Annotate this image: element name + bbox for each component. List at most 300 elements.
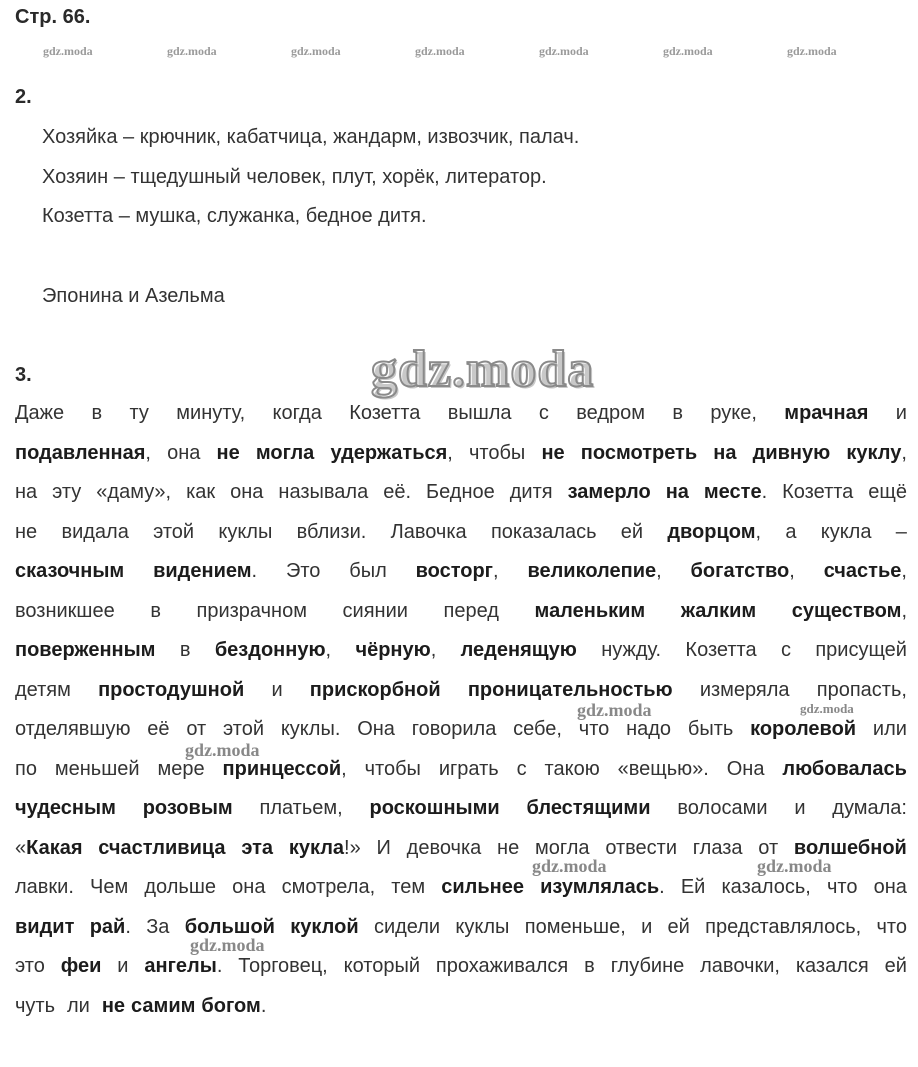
word-part: играть bbox=[438, 757, 499, 780]
word bbox=[102, 991, 125, 1031]
word bbox=[785, 517, 796, 557]
word bbox=[180, 635, 191, 675]
bold-word: большой bbox=[184, 915, 275, 938]
word-part: , bbox=[755, 520, 762, 543]
word bbox=[147, 714, 169, 754]
word bbox=[441, 872, 524, 912]
paragraph-line bbox=[15, 793, 907, 833]
word bbox=[782, 477, 853, 517]
bold-word: самим bbox=[131, 994, 196, 1017]
word-part: дольше bbox=[144, 876, 217, 898]
watermark: gdz.moda bbox=[757, 856, 832, 876]
bold-word: богом bbox=[201, 994, 261, 1017]
word-part: чтобы bbox=[364, 757, 421, 780]
word bbox=[641, 912, 652, 952]
bold-word: рай bbox=[89, 915, 126, 938]
word-part: вышла bbox=[447, 402, 512, 424]
word-part: в bbox=[672, 402, 684, 424]
word-part: – bbox=[895, 520, 907, 543]
watermark: gdz.moda bbox=[800, 701, 854, 716]
bold-word: кукла bbox=[288, 836, 345, 859]
word-part: ту bbox=[129, 402, 149, 424]
word-part: платьем, bbox=[259, 797, 343, 819]
word-part: . bbox=[659, 876, 665, 898]
word-part: Козетта bbox=[782, 481, 854, 503]
word-part: и bbox=[117, 955, 129, 977]
word-part: показалась bbox=[490, 520, 597, 543]
word-part: дитя bbox=[509, 481, 553, 503]
word bbox=[90, 912, 131, 952]
bold-word: маленьким bbox=[534, 599, 646, 622]
word bbox=[15, 675, 71, 715]
page-header: Стр. 66. bbox=[15, 6, 91, 28]
word bbox=[832, 793, 907, 833]
word bbox=[374, 912, 440, 952]
bold-word: на bbox=[665, 481, 689, 503]
word bbox=[750, 714, 856, 754]
word bbox=[15, 951, 45, 991]
word bbox=[281, 714, 341, 754]
word bbox=[497, 833, 519, 873]
word-part: отделявшую bbox=[15, 718, 131, 740]
word bbox=[232, 872, 265, 912]
word-part: её. bbox=[383, 481, 412, 503]
word-part: отвести bbox=[605, 836, 678, 859]
paragraph-line bbox=[15, 517, 907, 557]
word bbox=[96, 477, 171, 517]
word bbox=[527, 556, 661, 596]
word-part: она bbox=[167, 441, 201, 464]
word-part: мере bbox=[157, 757, 205, 780]
word-part: она bbox=[230, 481, 264, 503]
word-part: по bbox=[15, 757, 37, 780]
bold-word: ангелы bbox=[144, 955, 217, 977]
word bbox=[61, 951, 102, 991]
word bbox=[688, 714, 733, 754]
word bbox=[525, 912, 626, 952]
watermark: gdz.moda bbox=[167, 44, 217, 58]
watermark: gdz.moda bbox=[663, 44, 713, 58]
word bbox=[241, 833, 273, 873]
bold-word: богатство bbox=[690, 560, 790, 582]
word-part: не bbox=[15, 520, 38, 543]
word bbox=[517, 754, 527, 794]
word bbox=[868, 477, 907, 517]
word-part: не bbox=[497, 836, 520, 859]
word bbox=[407, 833, 482, 873]
word-part: поменьше, bbox=[524, 915, 626, 938]
word bbox=[391, 872, 425, 912]
watermark-row bbox=[0, 44, 918, 58]
word bbox=[527, 793, 651, 833]
bold-word: любовалась bbox=[782, 757, 907, 780]
word bbox=[601, 635, 661, 675]
bold-word: счастливица bbox=[98, 836, 226, 859]
word-part: надо bbox=[626, 718, 672, 740]
word-part: в bbox=[179, 639, 191, 661]
paragraph-line bbox=[15, 872, 907, 912]
word bbox=[201, 991, 272, 1031]
watermark: gdz.moda bbox=[415, 44, 465, 58]
watermark: gdz.moda bbox=[43, 44, 93, 58]
word bbox=[197, 596, 307, 636]
paragraph-line bbox=[15, 398, 907, 438]
bold-word: жалким bbox=[680, 599, 757, 622]
word-part: , bbox=[447, 441, 453, 464]
bold-word: роскошными bbox=[369, 797, 500, 819]
bold-word: чёрную bbox=[355, 639, 431, 661]
word bbox=[581, 438, 697, 478]
word-part: с bbox=[780, 639, 791, 661]
word-part: ведром bbox=[576, 402, 646, 424]
word bbox=[15, 635, 155, 675]
word-part: Торговец, bbox=[238, 955, 328, 977]
word bbox=[349, 398, 420, 438]
word-part: это bbox=[15, 955, 45, 977]
word-part: , bbox=[325, 639, 332, 661]
word-part: . bbox=[761, 481, 768, 503]
word-part: Даже bbox=[15, 402, 65, 424]
word-part: этой bbox=[223, 718, 265, 740]
bold-word: чудесным bbox=[15, 797, 116, 819]
word bbox=[436, 951, 568, 991]
word bbox=[667, 517, 761, 557]
word-part: и bbox=[641, 915, 653, 938]
bold-word: замерло bbox=[567, 481, 651, 503]
bold-word: удержаться bbox=[330, 441, 448, 464]
paragraph-line bbox=[15, 912, 907, 952]
word bbox=[681, 596, 756, 636]
word-part: видала bbox=[61, 520, 129, 543]
bold-word: куклу bbox=[846, 441, 902, 464]
word bbox=[727, 754, 765, 794]
bold-word: поверженным bbox=[15, 639, 156, 661]
word-part: с bbox=[516, 757, 527, 780]
word bbox=[896, 398, 907, 438]
word-part: что bbox=[876, 915, 907, 938]
word bbox=[61, 517, 128, 557]
paragraph-line bbox=[15, 951, 907, 991]
word bbox=[15, 596, 115, 636]
word-part: её bbox=[147, 718, 170, 740]
word-part: , bbox=[901, 441, 907, 464]
word-part: . bbox=[260, 994, 267, 1017]
bold-word: волшебной bbox=[793, 836, 907, 859]
paragraph-line bbox=[15, 675, 907, 715]
word-part: куклы bbox=[218, 520, 273, 543]
word bbox=[67, 991, 96, 1031]
word-part: нужду. bbox=[601, 639, 662, 661]
word bbox=[541, 438, 564, 478]
word bbox=[540, 872, 665, 912]
word bbox=[357, 714, 395, 754]
word-part: кукла bbox=[820, 520, 872, 543]
word-part: Ей bbox=[680, 876, 706, 898]
word bbox=[426, 477, 495, 517]
word-part: Она bbox=[357, 718, 395, 740]
bold-word: куклой bbox=[290, 915, 359, 938]
word bbox=[153, 556, 257, 596]
word bbox=[713, 438, 736, 478]
word bbox=[290, 912, 358, 952]
word-part: сиянии bbox=[342, 599, 408, 622]
answer-line: Хозяйка – крючник, кабатчица, жандарм, извозчик, палач. bbox=[42, 126, 580, 148]
word bbox=[672, 398, 683, 438]
word-part: присущей bbox=[815, 639, 907, 661]
word-part: в bbox=[91, 402, 103, 424]
word bbox=[273, 398, 322, 438]
word bbox=[545, 754, 600, 794]
bold-word: дворцом bbox=[667, 520, 756, 543]
word-part: волосами bbox=[677, 797, 768, 819]
answer-line: Хозяин – тщедушный человек, плут, хорёк, литератор. bbox=[42, 166, 547, 188]
bold-word: королевой bbox=[750, 718, 857, 740]
word-part: . bbox=[216, 955, 223, 977]
word bbox=[568, 477, 651, 517]
word bbox=[15, 714, 130, 754]
word bbox=[15, 793, 116, 833]
word bbox=[873, 714, 907, 754]
word-part: минуту, bbox=[176, 402, 246, 424]
word bbox=[15, 833, 83, 873]
watermark-large: gdz.moda bbox=[371, 341, 595, 398]
bold-word: не bbox=[216, 441, 240, 464]
word-part: ли bbox=[67, 994, 90, 1017]
paragraph-line bbox=[15, 754, 907, 794]
task-3-paragraph bbox=[15, 398, 907, 1030]
word-part: такою bbox=[544, 757, 600, 780]
word bbox=[796, 951, 869, 991]
watermark: gdz.moda bbox=[539, 44, 589, 58]
word-part: быть bbox=[687, 718, 734, 740]
word bbox=[278, 477, 368, 517]
word-part: тем bbox=[391, 876, 426, 898]
word-part: на bbox=[15, 481, 38, 503]
paragraph-line bbox=[15, 991, 907, 1031]
word-part: или bbox=[872, 718, 907, 740]
word bbox=[681, 872, 706, 912]
word bbox=[15, 872, 74, 912]
word bbox=[448, 398, 512, 438]
word bbox=[685, 635, 756, 675]
word-part: Козетта bbox=[349, 402, 421, 424]
word bbox=[677, 793, 767, 833]
bold-word: мрачная bbox=[784, 402, 869, 424]
word-part: и bbox=[271, 678, 283, 701]
word bbox=[444, 596, 499, 636]
word bbox=[144, 951, 222, 991]
word-part: , bbox=[789, 560, 795, 582]
word-part: могла bbox=[535, 836, 590, 859]
bold-word: леденящую bbox=[460, 639, 577, 661]
word bbox=[621, 517, 643, 557]
word bbox=[782, 754, 907, 794]
word-part: лавки. bbox=[15, 876, 74, 898]
word bbox=[15, 556, 124, 596]
word bbox=[143, 793, 233, 833]
word bbox=[412, 714, 497, 754]
word bbox=[668, 912, 690, 952]
bold-word: сказочным bbox=[15, 560, 125, 582]
word bbox=[186, 477, 215, 517]
word-part: Лавочка bbox=[390, 520, 467, 543]
word bbox=[874, 872, 907, 912]
word-part: лавочки, bbox=[700, 955, 780, 977]
word bbox=[510, 477, 553, 517]
word bbox=[238, 951, 327, 991]
bold-word: на bbox=[713, 441, 737, 464]
word bbox=[15, 912, 74, 952]
word bbox=[271, 675, 282, 715]
word-part: она bbox=[232, 876, 266, 898]
word-part: чтобы bbox=[468, 441, 526, 464]
word-part: в bbox=[584, 955, 595, 977]
paragraph-line bbox=[15, 438, 907, 478]
word-part: ей bbox=[620, 520, 644, 543]
watermark: gdz.moda bbox=[577, 700, 652, 720]
bold-word: не bbox=[541, 441, 565, 464]
watermark: gdz.moda bbox=[787, 44, 837, 58]
word bbox=[131, 991, 195, 1031]
word-part: и bbox=[794, 797, 806, 819]
word-part: возникшее bbox=[15, 599, 115, 622]
word-part: когда bbox=[272, 402, 322, 424]
bold-word: посмотреть bbox=[580, 441, 698, 464]
word-part: эту bbox=[52, 481, 82, 503]
word bbox=[55, 754, 140, 794]
word bbox=[286, 556, 320, 596]
word-part: призрачном bbox=[196, 599, 307, 622]
word bbox=[700, 951, 780, 991]
word bbox=[218, 517, 272, 557]
word-part: прохаживался bbox=[435, 955, 569, 977]
word-part: а bbox=[785, 520, 797, 543]
word bbox=[877, 912, 907, 952]
word-part: ей bbox=[667, 915, 690, 938]
word bbox=[704, 477, 767, 517]
word bbox=[15, 477, 37, 517]
bold-word: бездонную bbox=[214, 639, 326, 661]
word-part: она bbox=[873, 876, 907, 898]
word-part: который bbox=[343, 955, 421, 977]
bold-word: могла bbox=[255, 441, 315, 464]
paragraph-line bbox=[15, 635, 907, 675]
bold-word: восторг bbox=[415, 560, 494, 582]
word-part: . bbox=[251, 560, 258, 582]
bold-word: прискорбной bbox=[309, 678, 441, 701]
bold-word: розовым bbox=[142, 797, 233, 819]
word bbox=[391, 517, 467, 557]
word bbox=[416, 556, 499, 596]
word bbox=[700, 675, 790, 715]
word bbox=[130, 398, 149, 438]
word bbox=[98, 675, 244, 715]
word-part: руке, bbox=[710, 402, 757, 424]
word-part: и bbox=[895, 402, 907, 424]
word bbox=[618, 754, 709, 794]
word-part: от bbox=[186, 718, 207, 740]
word bbox=[691, 556, 795, 596]
word bbox=[666, 477, 689, 517]
word-part: , bbox=[493, 560, 499, 582]
word bbox=[176, 398, 245, 438]
word-part: ей bbox=[884, 955, 907, 977]
bold-word: Какая bbox=[26, 836, 83, 859]
bold-word: существом bbox=[791, 599, 902, 622]
paragraph-line bbox=[15, 477, 907, 517]
word bbox=[217, 438, 240, 478]
paragraph-line bbox=[15, 714, 907, 754]
word bbox=[289, 833, 361, 873]
word bbox=[535, 596, 646, 636]
word-part: что bbox=[827, 876, 858, 898]
word-part: глаза bbox=[692, 836, 743, 859]
word-part: , bbox=[145, 441, 151, 464]
paragraph-line bbox=[15, 596, 907, 636]
word bbox=[896, 517, 907, 557]
word-part: ещё bbox=[868, 481, 907, 503]
word bbox=[781, 635, 791, 675]
word-part: с bbox=[538, 402, 549, 424]
word bbox=[215, 635, 331, 675]
word bbox=[383, 477, 411, 517]
word-part: !» bbox=[344, 836, 361, 859]
word bbox=[491, 517, 597, 557]
task-2-number: 2. bbox=[15, 86, 32, 108]
word bbox=[469, 438, 525, 478]
word-part: измеряла bbox=[699, 678, 790, 701]
word-part: Чем bbox=[90, 876, 129, 898]
word bbox=[827, 872, 857, 912]
word bbox=[365, 754, 421, 794]
bold-word: блестящими bbox=[526, 797, 651, 819]
word-part: , bbox=[901, 560, 907, 582]
word bbox=[343, 596, 408, 636]
watermark: gdz.moda bbox=[190, 935, 265, 955]
word bbox=[693, 833, 743, 873]
word-part: Это bbox=[285, 560, 321, 582]
word bbox=[15, 754, 37, 794]
word-part: перед bbox=[443, 599, 499, 622]
word-part: « bbox=[15, 836, 27, 859]
word-part: думала: bbox=[832, 797, 907, 819]
watermark: gdz.moda bbox=[532, 856, 607, 876]
word bbox=[455, 912, 509, 952]
word bbox=[330, 438, 452, 478]
word-part: «вещью». bbox=[617, 757, 709, 780]
word bbox=[15, 517, 37, 557]
bold-word: подавленная bbox=[15, 441, 146, 464]
word bbox=[144, 872, 216, 912]
word-part: в bbox=[150, 599, 161, 622]
bold-word: дивную bbox=[752, 441, 831, 464]
word-part: детям bbox=[15, 678, 71, 701]
word-part: сидели bbox=[373, 915, 441, 938]
word bbox=[167, 438, 200, 478]
word-part: . bbox=[125, 915, 131, 938]
word-part: , bbox=[430, 639, 437, 661]
word-part: как bbox=[186, 481, 216, 503]
bold-word: видит bbox=[15, 915, 75, 938]
word bbox=[15, 438, 151, 478]
word bbox=[260, 793, 343, 833]
bold-word: простодушной bbox=[98, 678, 245, 701]
word-part: «даму», bbox=[96, 481, 172, 503]
word bbox=[710, 398, 757, 438]
word bbox=[576, 398, 645, 438]
word-part: , bbox=[901, 599, 907, 622]
bold-word: эта bbox=[241, 836, 274, 859]
